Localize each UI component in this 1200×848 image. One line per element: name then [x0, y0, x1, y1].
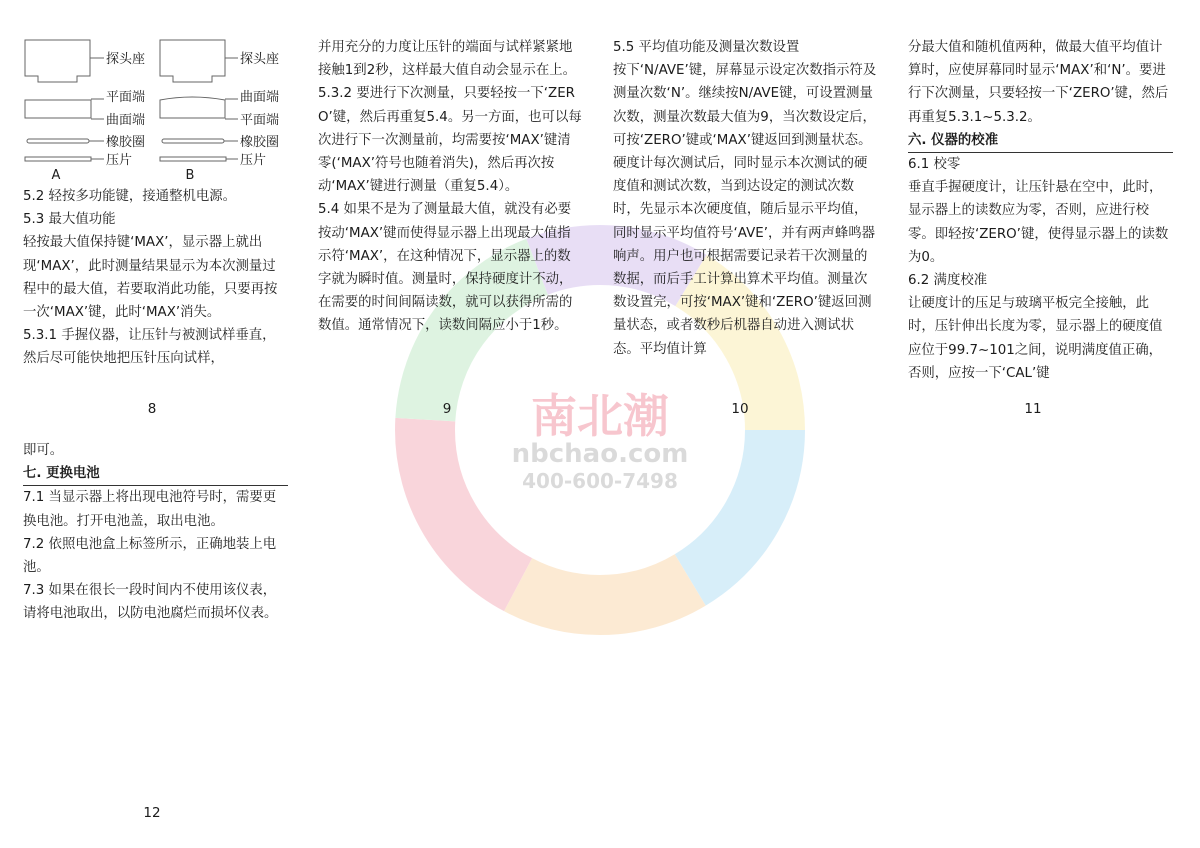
probe-assembly-diagram	[20, 36, 305, 186]
rubber-ring-shape	[162, 139, 224, 143]
curved-end-shape	[160, 97, 225, 118]
label-pressure-plate-b: 压片	[240, 153, 267, 168]
watermark-phone: 400-600-7498	[522, 469, 678, 493]
paragraph: 7.1 当显示器上将出现电池符号时，需要更换电池。打开电池盖，取出电池。	[23, 490, 277, 529]
paragraph: 并用充分的力度让压针的端面与试样紧紧地接触1到2秒，这样最大值自动会显示在上。	[318, 40, 577, 79]
chapter-heading-calibration: 六. 仪器的校准	[908, 129, 1173, 153]
label-flat-end-a: 平面端	[106, 90, 146, 105]
paragraph: 垂直手握硬度计，让压针悬在空中，此时，显示器上的读数应为零，否则，应进行校零。即轻按‘ZERO’键，使得显示器上的读数为0。	[908, 180, 1169, 265]
label-flat-end-b: 平面端	[240, 113, 280, 128]
section-title: 5.5 平均值功能及测量次数设置	[613, 40, 800, 55]
diagram-variant-a	[25, 40, 145, 183]
flat-end-shape	[25, 100, 91, 118]
paragraph: 让硬度计的压足与玻璃平板完全接触，此时，压针伸出长度为零，显示器上的硬度值应位于99.7~101之间，说明满度值正确，否则，应按一下‘CAL’键	[908, 296, 1163, 381]
section-title: 5.3 最大值功能	[23, 212, 116, 228]
page-12-text	[23, 439, 288, 626]
caption-a: A	[51, 168, 61, 183]
paragraph: 7.2 依照电池盒上标签所示，正确地装上电池。	[23, 536, 277, 576]
label-probe-seat-b: 探头座	[240, 52, 280, 67]
page-number-8: 8	[147, 401, 157, 417]
label-rubber-ring-a: 橡胶圈	[106, 135, 146, 150]
page-number-12: 12	[143, 805, 161, 821]
label-curved-end-a: 曲面端	[106, 113, 146, 128]
diagram-variant-b	[160, 40, 279, 183]
paragraph: 分最大值和随机值两种，做最大值平均值计算时，应使屏幕同时显示‘MAX’和‘N’。要进行下次测量，只要轻按一下‘ZERO’键，然后再重复5.3.1~5.3.2。	[908, 40, 1169, 125]
paragraph: 5.3.1 手握仪器，让压针与被测试样垂直，然后尽可能快地把压针压向试样，	[23, 328, 276, 367]
label-probe-seat-a: 探头座	[106, 52, 146, 67]
paragraph: 轻按最大值保持键‘MAX’，显示器上就出现‘MAX’，此时测量结果显示为本次测量过程中的最大值，若要取消此功能，只要再按一次‘MAX’键，此时‘MAX’消失。	[23, 235, 278, 321]
pressure-plate-shape	[160, 157, 226, 161]
pressure-plate-shape	[25, 157, 91, 161]
paragraph: 5.2 轻按多功能键，接通整机电源。	[23, 189, 237, 204]
label-curved-end-b: 曲面端	[240, 90, 280, 105]
page-11-text	[908, 36, 1173, 385]
label-rubber-ring-b: 橡胶圈	[240, 135, 280, 150]
caption-b: B	[185, 168, 195, 183]
paragraph: 即可。	[23, 443, 64, 458]
rubber-ring-shape	[27, 139, 89, 143]
section-title: 6.2 满度校准	[908, 273, 988, 289]
paragraph: 5.3.2 要进行下次测量，只要轻按一下‘ZERO’键，然后再重复5.4。另一方面，也可以每次进行下一次测量前，均需要按‘MAX’键清零(‘MAX’符号也随着消失)，然后再次按动‘MAX’键进行测量（重复5.4）。	[318, 86, 582, 195]
probe-seat-shape	[25, 40, 90, 82]
label-pressure-plate-a: 压片	[106, 153, 133, 168]
page-8-text	[23, 185, 288, 371]
page-number-11: 11	[1024, 401, 1042, 417]
page-number-9: 9	[442, 401, 452, 417]
paragraph: 7.3 如果在很长一段时间内不使用该仪表，请将电池取出，以防电池腐烂而损坏仪表。	[23, 583, 278, 622]
paragraph: 5.4 如果不是为了测量最大值，就没有必要按动‘MAX’键而使得显示器上出现最大值指示符‘MAX’，在这种情况下，显示器上的数字就为瞬时值。测量时，保持硬度计不动，在需要的时间间隔读数，就可以获得所需的数值。通常情况下，读数间隔应小于1秒。	[318, 202, 573, 334]
page-9-text	[318, 36, 583, 338]
watermark-domain: nbchao.com	[511, 439, 689, 469]
watermark-brand: 南北潮	[531, 389, 669, 443]
probe-seat-shape	[160, 40, 225, 82]
chapter-heading-battery: 七. 更换电池	[23, 462, 288, 486]
page-number-10: 10	[731, 401, 749, 417]
section-title: 6.1 校零	[908, 157, 961, 173]
page-10-text	[613, 36, 878, 361]
paragraph: 按下‘N/AVE’键，屏幕显示设定次数指示符及测量次数‘N’。继续按N/AVE键，可设置测量次数，测量次数最大值为9，当次数设定后，可按‘ZERO’键或‘MAX’键返回到测量状态。硬度计每次测试后，同时显示本次测试的硬度值和测试次数，当到达设定的测试次数时，先显示本次硬度值，随后显示平均值，同时显示平均值符号‘AVE’，并有两声蜂鸣器响声。用户也可根据需要记录若干次测量的数据，而后手工计算出算术平均值。测量次数设置完，可按‘MAX’键和‘ZERO’键返回测量状态，或者数秒后机器自动进入测试状态。平均值计算	[613, 63, 877, 357]
